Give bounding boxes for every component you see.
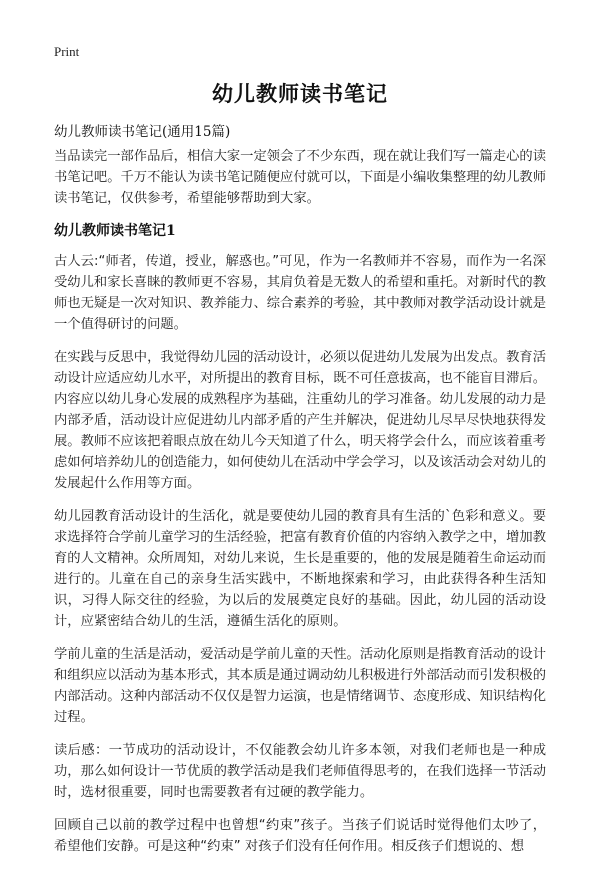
intro-paragraph: 当品读完一部作品后，相信大家一定领会了不少东西，现在就让我们写一篇走心的读书笔记吧。千万不能认为读书笔记随便应付就可以，下面是小编收集整理的幼儿教师读书笔记，仅供参考，希望能够帮助到大家。: [54, 149, 546, 206]
body-paragraph: 回顾自己以前的教学过程中也曾想“约束”孩子。当孩子们说话时觉得他们太吵了，希望他们安静。可是这种“约束” 对孩子们没有任何作用。相反孩子们想说的、想: [54, 818, 546, 854]
body-paragraph: 幼儿园教育活动设计的生活化，就是要使幼儿园的教育具有生活的`色彩和意义。要求选择符合学前儿童学习的生活经验，把富有教育价值的内容纳入教学之中，增加教育的人文精神。众所周知，对幼儿来说，生长是重要的，他的发展是随着生命运动而进行的。儿童在自己的亲身生活实践中，不断地探索和学习，由此获得各种生活知识，习得人际交往的经验，为以后的发展奠定良好的基础。因此，幼儿园的活动设计，应紧密结合幼儿的生活，遵循生活化的原则。: [54, 509, 546, 629]
page-title: 幼儿教师读书笔记: [212, 82, 388, 106]
document-subtitle: 幼儿教师读书笔记(通用15篇): [54, 124, 231, 140]
document-body: [54, 146, 546, 869]
print-link[interactable]: Print: [54, 44, 80, 59]
section-heading: 幼儿教师读书笔记1: [54, 223, 176, 239]
body-paragraph: 古人云:“师者，传道，授业，解惑也。”可见，作为一名教师并不容易，而作为一名深受幼儿和家长喜睐的教师更不容易，其肩负着是无数人的希望和重托。对新时代的教师也无疑是一次对知识、教养能力、综合素养的考验，其中教师对教学活动设计就是一个值得研讨的问题。: [54, 254, 546, 332]
body-paragraph: 学前儿童的生活是活动，爱活动是学前儿童的天性。活动化原则是指教育活动的设计和组织应以活动为基本形式，其本质是通过调动幼儿积极进行外部活动而引发积极的内部活动。这种内部活动不仅仅是智力运演，也是情绪调节、态度形成、知识结构化过程。: [54, 647, 546, 725]
body-paragraph: 读后感：一节成功的活动设计，不仅能教会幼儿许多本领，对我们老师也是一种成功，那么如何设计一节优质的教学活动是我们老师值得思考的，在我们选择一节活动时，选材很重要，同时也需要教者有过硬的教学能力。: [54, 743, 546, 800]
body-paragraph: 在实践与反思中，我觉得幼儿园的活动设计，必须以促进幼儿发展为出发点。教育活动设计应适应幼儿水平，对所提出的教育目标，既不可任意拔高，也不能盲目滞后。内容应以幼儿身心发展的成熟程序为基础，注重幼儿的学习准备。幼儿发展的动力是内部矛盾，活动设计应促进幼儿内部矛盾的产生并解决，促进幼儿尽早尽快地获得发展。教师不应该把着眼点放在幼儿今天知道了什么，明天将学会什么，而应该着重考虑如何培养幼儿的创造能力，如何使幼儿在活动中学会学习，以及该活动会对幼儿的发展起什么作用等方面。: [54, 350, 546, 491]
